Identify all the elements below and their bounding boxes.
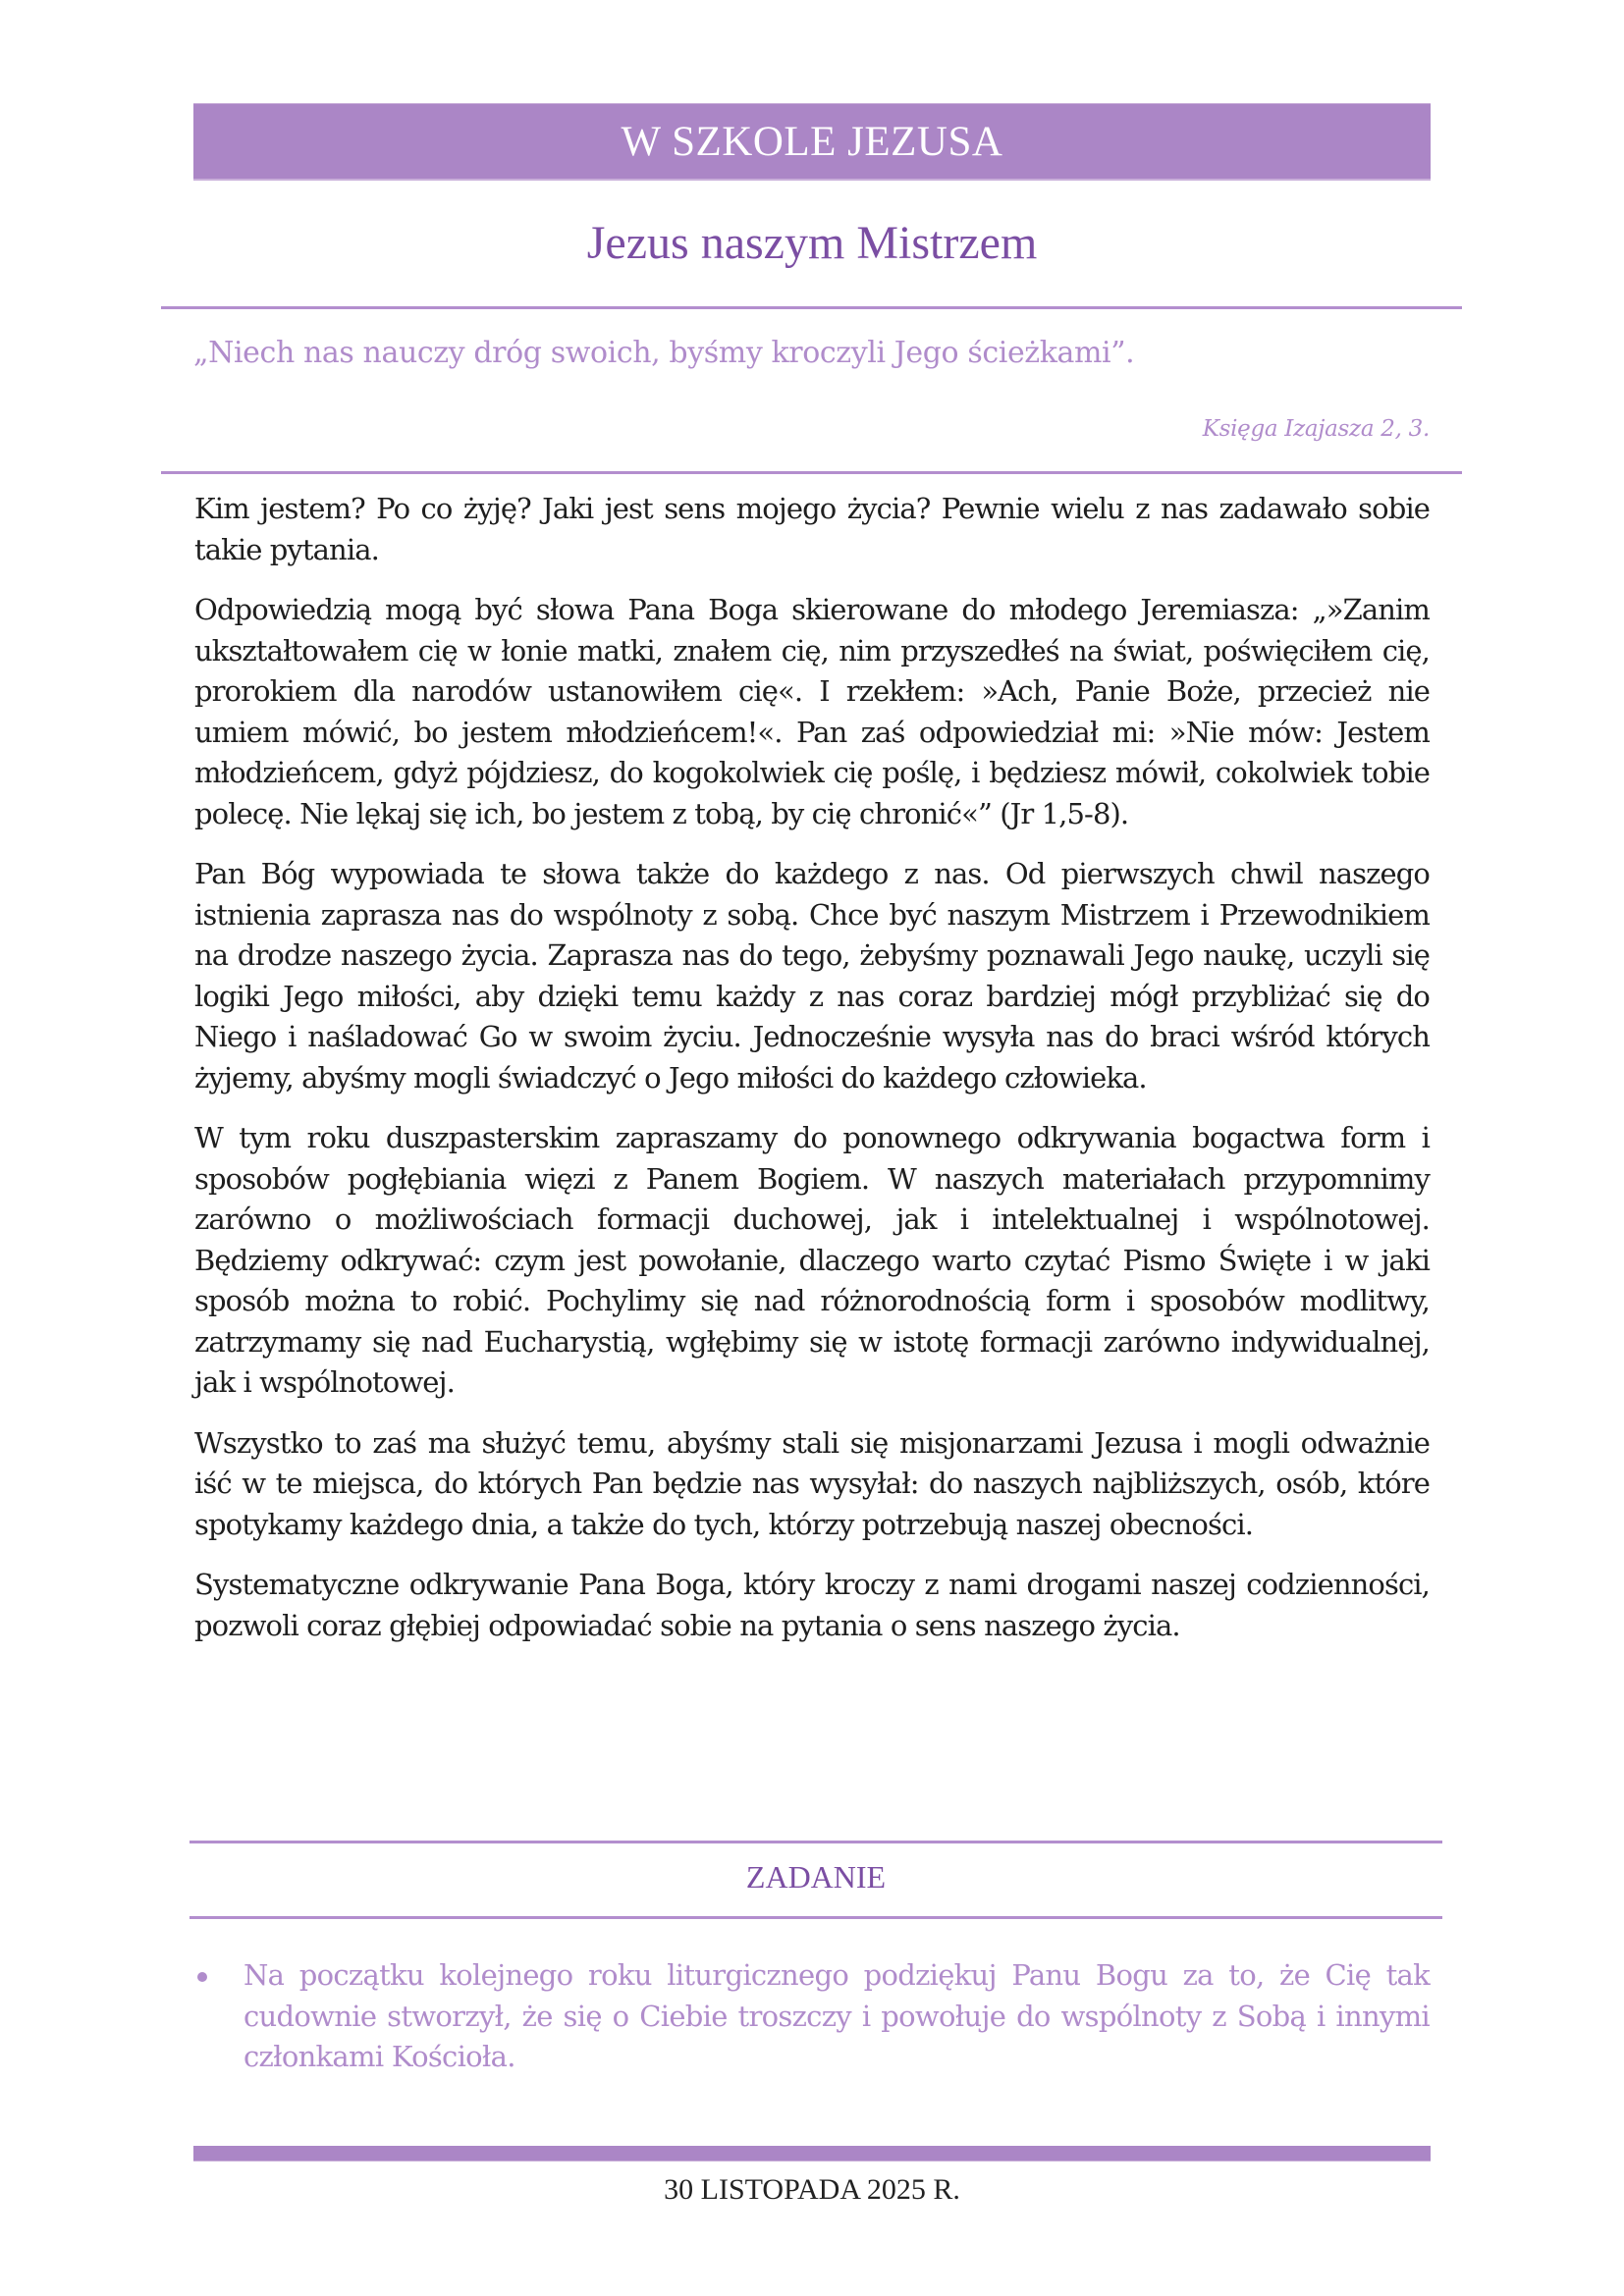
task-list: [194, 1955, 1430, 2078]
bullet-icon: [194, 1955, 244, 1982]
body-paragraph: Pan Bóg wypowiada te słowa także do każdego z nas. Od pierwszych chwil naszego istnienia zaprasza nas do wspólnoty z sobą. Chce być naszym Mistrzem i Przewodnikiem na drodze naszego życia. Zaprasza nas do tego, żebyśmy poznawali Jego naukę, uczyli się logiki Jego miłości, aby dzięki temu każdy z nas coraz bardziej mógł przybliżać się do Niego i naśladować Go w swoim życiu. Jednocześnie wysyła nas do braci wśród których żyjemy, abyśmy mogli świadczyć o Jego miłości do każdego człowieka.: [194, 857, 1430, 1095]
body-paragraph: W tym roku duszpasterskim zapraszamy do ponownego odkrywania bogactwa form i sposobów pogłębiania więzi z Panem Bogiem. W naszych materiałach przypomnimy zarówno o możliwościach formacji duchowej, jak i intelektualnej i wspólnotowej. Będziemy odkrywać: czym jest powołanie, dlaczego warto czytać Pismo Święte i w jaki sposób można to robić. Pochylimy się nad różnorodnością form i sposobów modlitwy, zatrzymamy się nad Eucharystią, wgłębimy się w istotę formacji zarówno indywidualnej, jak i wspólnotowej.: [194, 1121, 1430, 1399]
body-paragraph: Kim jestem? Po co żyję? Jaki jest sens mojego życia? Pewnie wielu z nas zadawało sobie takie pytania.: [194, 492, 1430, 566]
article-body: [194, 489, 1430, 1666]
epigraph-bottom-divider: [161, 471, 1462, 474]
epigraph-quote: „Niech nas nauczy dróg swoich, byśmy kroczyli Jego ścieżkami”.: [193, 336, 1135, 370]
header-banner: [193, 103, 1431, 181]
task-list-item: [194, 1955, 1430, 2078]
task-top-divider: [189, 1841, 1442, 1843]
body-paragraph: Wszystko to zaś ma służyć temu, abyśmy stali się misjonarzami Jezusa i mogli odważnie iść w te miejsca, do których Pan będzie nas wysyłał: do naszych najbliższych, osób, które spotykamy każdego dnia, a także do tych, którzy potrzebują naszej obecności.: [194, 1425, 1430, 1541]
epigraph-top-divider: [161, 306, 1462, 309]
banner-title: W SZKOLE JEZUSA: [621, 118, 1003, 165]
task-text: Na początku kolejnego roku liturgicznego podziękuj Panu Bogu za to, że Cię tak cudownie stworzył, że się o Ciebie troszczy i powołuje do wspólnoty z Sobą i innymi członkami Kościoła.: [244, 1958, 1430, 2073]
footer-bar: [193, 2146, 1431, 2162]
page-title: Jezus naszym Mistrzem: [586, 217, 1038, 269]
task-heading: ZADANIE: [745, 1859, 887, 1895]
body-paragraph: Odpowiedzią mogą być słowa Pana Boga skierowane do młodego Jeremiasza: „»Zanim ukształtowałem cię w łonie matki, znałem cię, nim przyszedłeś na świat, poświęciłem cię, prorokiem dla narodów ustanowiłem cię«. I rzekłem: »Ach, Panie Boże, przecież nie umiem mówić, bo jestem młodzieńcem!«. Pan zaś odpowiedział mi: »Nie mów: Jestem młodzieńcem, gdyż pójdziesz, do kogokolwiek cię poślę, i będziesz mówił, cokolwiek tobie polecę. Nie lękaj się ich, bo jestem z tobą, by cię chronić«” (Jr 1,5-8).: [194, 593, 1430, 830]
footer-date: 30 LISTOPADA 2025 R.: [664, 2173, 960, 2206]
body-paragraph: Systematyczne odkrywanie Pana Boga, który kroczy z nami drogami naszej codzienności, pozwoli coraz głębiej odpowiadać sobie na pytania o sens naszego życia.: [194, 1568, 1430, 1642]
task-bottom-divider: [189, 1916, 1442, 1919]
epigraph-citation: Księga Izajasza 2, 3.: [1202, 416, 1430, 442]
